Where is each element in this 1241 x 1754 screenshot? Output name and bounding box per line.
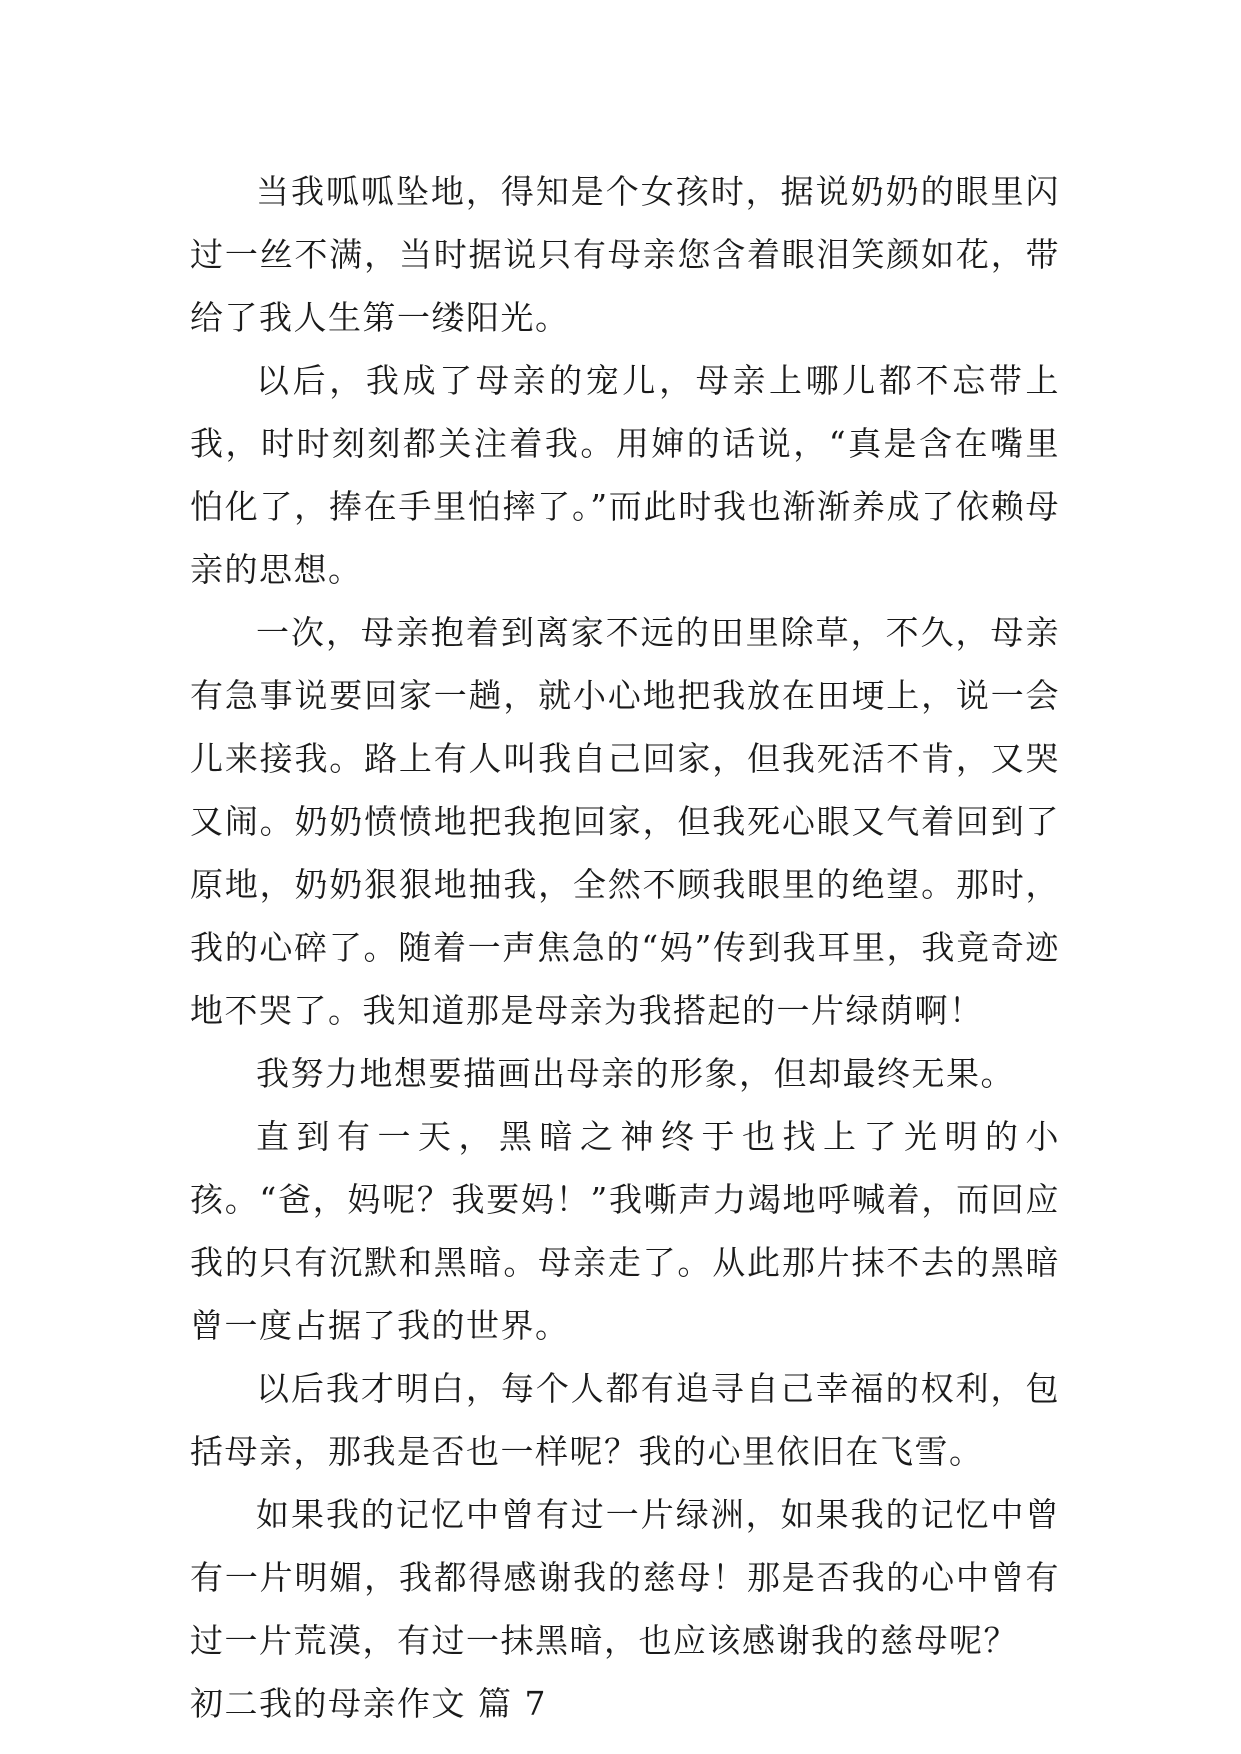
paragraph-3: 一次，母亲抱着到离家不远的田里除草，不久，母亲有急事说要回家一趟，就小心地把我放在田埂上，说一会儿来接我。路上有人叫我自己回家，但我死活不肯，又哭又闹。奶奶愤愤地把我抱回家，但我死心眼又气着回到了原地，奶奶狠狠地抽我，全然不顾我眼里的绝望。那时，我的心碎了。随着一声焦急的“妈”传到我耳里，我竟奇迹地不哭了。我知道那是母亲为我搭起的一片绿荫啊！ xyxy=(190,613,1060,1030)
paragraph-6: 以后我才明白，每个人都有追寻自己幸福的权利，包括母亲，那我是否也一样呢？我的心里依旧在飞雪。 xyxy=(190,1369,1060,1471)
paragraph-4: 我努力地想要描画出母亲的形象，但却最终无果。 xyxy=(256,1054,1015,1093)
paragraph-2: 以后，我成了母亲的宠儿，母亲上哪儿都不忘带上我，时时刻刻都关注着我。用婶的话说，“真是含在嘴里怕化了，捧在手里怕摔了。”而此时我也渐渐养成了依赖母亲的思想。 xyxy=(190,361,1060,589)
section-heading: 初二我的母亲作文 篇 7 xyxy=(190,1684,547,1723)
paragraph-1: 当我呱呱坠地，得知是个女孩时，据说奶奶的眼里闪过一丝不满，当时据说只有母亲您含着眼泪笑颜如花，带给了我人生第一缕阳光。 xyxy=(190,172,1060,337)
paragraph-5: 直到有一天，黑暗之神终于也找上了光明的小孩。“爸，妈呢？我要妈！”我嘶声力竭地呼喊着，而回应我的只有沉默和黑暗。母亲走了。从此那片抹不去的黑暗曾一度占据了我的世界。 xyxy=(190,1117,1060,1345)
paragraph-7: 如果我的记忆中曾有过一片绿洲，如果我的记忆中曾有一片明媚，我都得感谢我的慈母！那是否我的心中曾有过一片荒漠，有过一抹黑暗，也应该感谢我的慈母呢？ xyxy=(190,1495,1060,1660)
document-body xyxy=(190,160,1060,1735)
